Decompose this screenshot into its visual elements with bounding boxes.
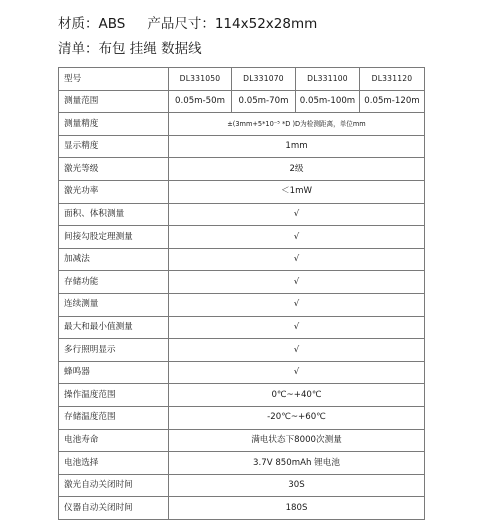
row-label: 连续测量 (59, 293, 169, 316)
range-cell: 0.05m-100m (296, 90, 360, 113)
row-label: 最大和最小值测量 (59, 316, 169, 339)
row-value: 满电状态下8000次测量 (169, 429, 425, 452)
table-row (59, 384, 425, 407)
size-label: 产品尺寸：114x52x28mm (147, 16, 318, 32)
row-value: 2级 (169, 158, 425, 181)
table-row (59, 406, 425, 429)
spec-table-body (59, 68, 425, 520)
material-label: 材质：ABS (58, 16, 126, 32)
row-value: 3.7V 850mAh 锂电池 (169, 452, 425, 475)
row-value: 30S (169, 474, 425, 497)
model-cell: DL331100 (296, 68, 360, 91)
row-label: 仪器自动关闭时间 (59, 497, 169, 520)
row-label: 存储功能 (59, 271, 169, 294)
table-row-models (59, 68, 425, 91)
model-cell: DL331120 (360, 68, 425, 91)
row-label: 型号 (59, 68, 169, 91)
range-cell: 0.05m-70m (232, 90, 296, 113)
table-row (59, 293, 425, 316)
row-label: 显示精度 (59, 135, 169, 158)
row-value: 180S (169, 497, 425, 520)
model-cell: DL331070 (232, 68, 296, 91)
row-label: 电池选择 (59, 452, 169, 475)
table-row (59, 316, 425, 339)
row-value: √ (169, 226, 425, 249)
package-list-line (58, 37, 202, 57)
row-label: 多行照明显示 (59, 339, 169, 362)
table-row (59, 497, 425, 520)
row-label: 间接勾股定理测量 (59, 226, 169, 249)
table-row (59, 113, 425, 136)
row-value: √ (169, 203, 425, 226)
row-label: 面积、体积测量 (59, 203, 169, 226)
row-value: √ (169, 316, 425, 339)
row-label: 电池寿命 (59, 429, 169, 452)
row-value: 0℃~+40℃ (169, 384, 425, 407)
row-value: 1mm (169, 135, 425, 158)
row-value: ＜1mW (169, 180, 425, 203)
table-row (59, 158, 425, 181)
row-label: 存储温度范围 (59, 406, 169, 429)
row-value: √ (169, 248, 425, 271)
row-label: 蜂鸣器 (59, 361, 169, 384)
row-label: 测量范围 (59, 90, 169, 113)
table-row (59, 429, 425, 452)
row-value: √ (169, 271, 425, 294)
range-cell: 0.05m-50m (169, 90, 232, 113)
row-value: -20℃~+60℃ (169, 406, 425, 429)
range-cell: 0.05m-120m (360, 90, 425, 113)
row-label: 操作温度范围 (59, 384, 169, 407)
table-row (59, 203, 425, 226)
product-header (58, 12, 317, 32)
table-row (59, 474, 425, 497)
row-label: 激光功率 (59, 180, 169, 203)
model-cell: DL331050 (169, 68, 232, 91)
table-row (59, 135, 425, 158)
table-row (59, 180, 425, 203)
row-label: 加减法 (59, 248, 169, 271)
table-row (59, 271, 425, 294)
table-row (59, 339, 425, 362)
row-value: ±(3mm+5*10⁻⁵ *D )D为检测距离，单位mm (169, 113, 425, 136)
row-value: √ (169, 361, 425, 384)
table-row (59, 248, 425, 271)
row-label: 激光等级 (59, 158, 169, 181)
spec-table (58, 67, 425, 520)
table-row-range (59, 90, 425, 113)
row-value: √ (169, 339, 425, 362)
table-row (59, 361, 425, 384)
row-label: 测量精度 (59, 113, 169, 136)
table-row (59, 452, 425, 475)
package-list-label: 清单：布包 挂绳 数据线 (58, 41, 202, 57)
row-value: √ (169, 293, 425, 316)
row-label: 激光自动关闭时间 (59, 474, 169, 497)
table-row (59, 226, 425, 249)
